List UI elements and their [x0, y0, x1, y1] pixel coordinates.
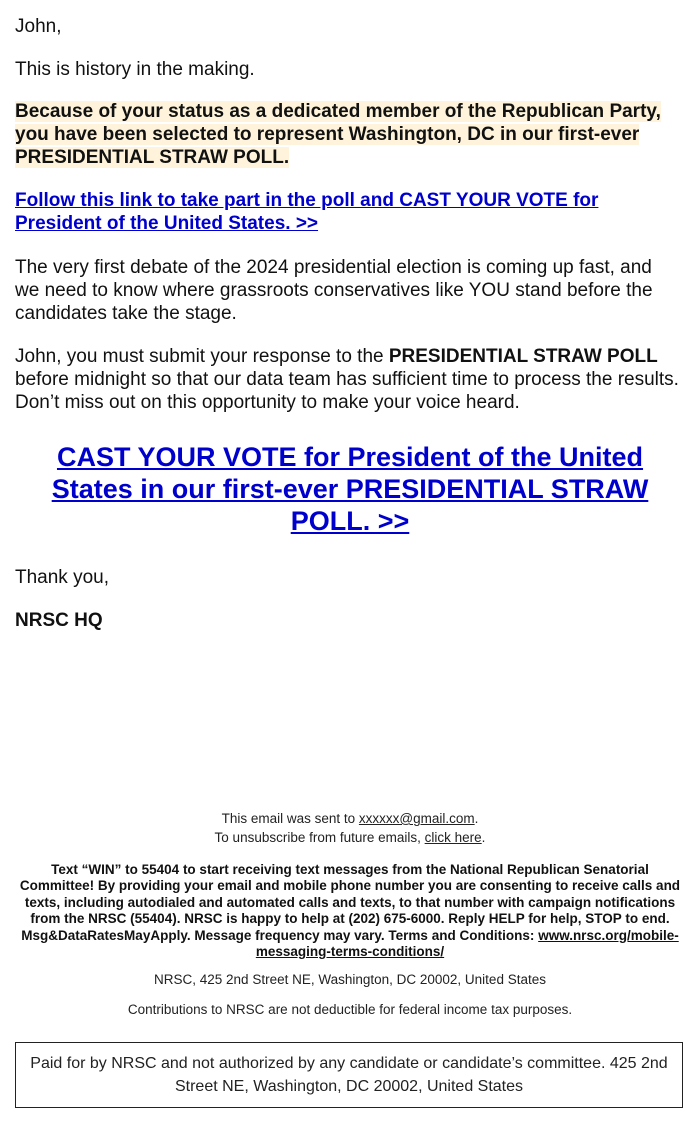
- paid-for-text: Paid for by NRSC and not authorized by any candidate or candidate’s committee. 425 2nd Street NE, Washington, DC 20002, United States: [30, 1055, 668, 1095]
- cta-paragraph: [15, 441, 685, 537]
- intro-text: This is history in the making.: [15, 59, 255, 80]
- unsubscribe-line: [15, 828, 685, 847]
- terms-link[interactable]: www.nrsc.org/mobile-messaging-terms-conditions/: [255, 927, 679, 960]
- sent-to-period: .: [474, 811, 479, 826]
- unsubscribe-period: .: [481, 830, 486, 845]
- selection-notice-text: Because of your status as a dedicated member of the Republican Party, you have been selected to represent Washington, DC in our first-ever: [15, 101, 661, 145]
- unsubscribe-label: To unsubscribe from future emails,: [214, 830, 425, 845]
- debate-paragraph: The very first debate of the 2024 presidential election is coming up fast, and we need to know where grassroots conservatives like YOU stand before the candidates take the stage.: [15, 257, 653, 324]
- submit-text-before: John, you must submit your response to the: [15, 346, 389, 367]
- cast-vote-cta-link[interactable]: CAST YOUR VOTE for President of the United States in our first-ever PRESIDENTIAL STRAW POLL. >>: [51, 442, 649, 536]
- sms-notice: [15, 862, 685, 960]
- submit-paragraph: [15, 345, 685, 414]
- submit-text-after: before midnight so that our data team has sufficient time to process the results. Don’t miss out on this opportunity to make your voice heard.: [15, 369, 679, 413]
- signature: NRSC HQ: [15, 610, 103, 631]
- sent-to-line: [15, 809, 685, 828]
- greeting: John,: [15, 16, 62, 37]
- poll-link[interactable]: Follow this link to take part in the poll and CAST YOUR VOTE for President of the United States. >>: [15, 190, 599, 234]
- unsubscribe-link[interactable]: click here: [424, 830, 482, 845]
- poll-link-paragraph: [15, 189, 675, 235]
- sms-notice-text: Text “WIN” to 55404 to start receiving text messages from the National Republican Senatorial Committee! By providing your email and mobile phone number you are consenting to receive calls and texts, including autodialed and automated calls and texts, to that number with campaign notifications from the NRSC (55404). NRSC is happy to help at (202) 675-6000. Reply HELP for help, STOP to end. Msg&DataRatesMayApply. Message frequency may vary. Terms and Conditions:: [19, 862, 681, 943]
- sent-to-label: This email was sent to: [221, 811, 359, 826]
- footer-sent-to: [15, 809, 685, 847]
- closing: Thank you,: [15, 567, 109, 588]
- highlight-span: [15, 101, 661, 168]
- highlighted-selection-notice: [15, 100, 675, 169]
- recipient-email-link[interactable]: xxxxxx@gmail.com: [358, 811, 475, 826]
- mailing-address: NRSC, 425 2nd Street NE, Washington, DC 20002, United States: [154, 972, 546, 987]
- contributions-disclaimer: Contributions to NRSC are not deductible for federal income tax purposes.: [127, 1002, 573, 1017]
- straw-poll-emphasis: PRESIDENTIAL STRAW POLL.: [15, 147, 290, 168]
- submit-emphasis: PRESIDENTIAL STRAW POLL: [388, 346, 658, 367]
- paid-for-disclaimer-box: [15, 1042, 683, 1108]
